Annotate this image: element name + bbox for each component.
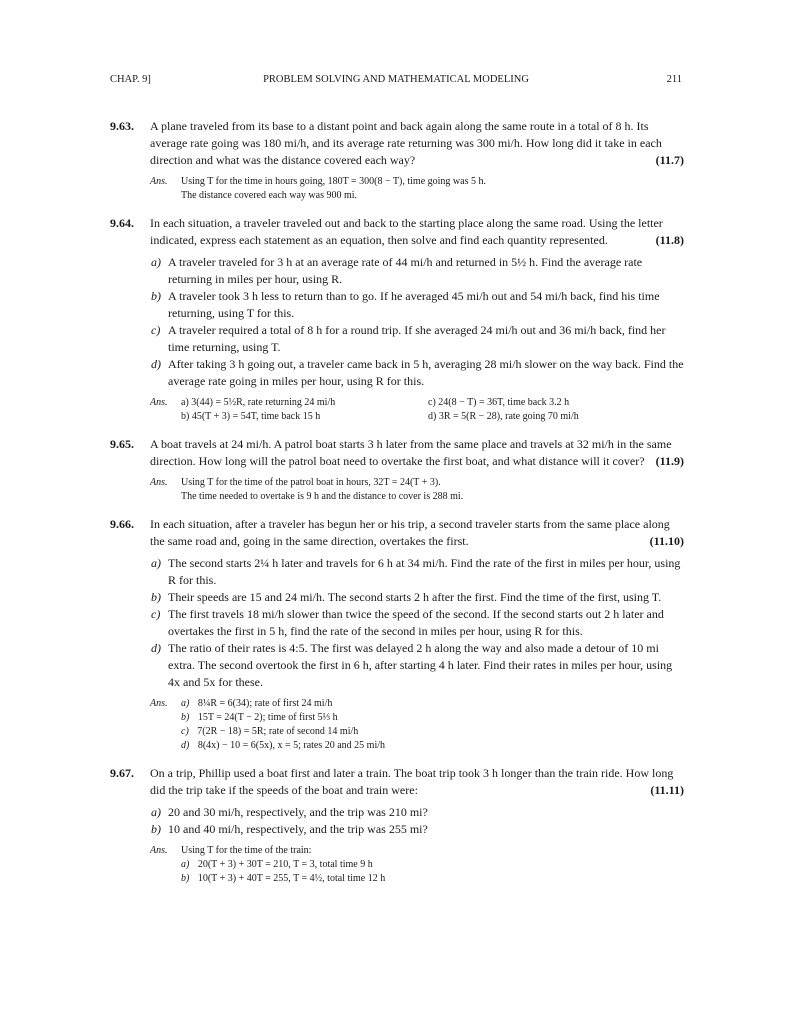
chapter-title: PROBLEM SOLVING AND MATHEMATICAL MODELING (263, 74, 529, 85)
problem-part (151, 606, 684, 640)
answer-part-label: a) (181, 397, 189, 408)
part-label: a) (151, 805, 161, 819)
part-text: A traveler required a total of 8 h for a round trip. If she averaged 24 mi/h out and 36 mi/h back, find her time returning, using T. (168, 323, 666, 354)
answer-line: Using T for the time of the patrol boat in hours, 32T = 24(T + 3). (181, 477, 441, 488)
problem-9-65 (110, 436, 684, 504)
answer-block (150, 697, 684, 753)
problem-9-67 (110, 765, 684, 886)
page-header (110, 74, 682, 90)
answer-part-text: 8(4x) − 10 = 6(5x), x = 5; rates 20 and 25 mi/h (197, 740, 386, 751)
page-number: 211 (666, 74, 682, 85)
answer-line: Using T for the time in hours going, 180T = 300(8 − T), time going was 5 h. (181, 176, 486, 187)
problem-part (151, 254, 684, 288)
part-label: c) (151, 323, 161, 337)
answer-part-text: 15T = 24(T − 2); time of first 5⅓ h (197, 712, 338, 723)
answer-part-label: a) (181, 859, 190, 870)
section-reference: (11.9) (655, 454, 684, 468)
part-label: c) (151, 607, 161, 621)
problem-9-64 (110, 215, 684, 424)
answer-part-label: c) (181, 726, 189, 737)
part-text: Their speeds are 15 and 24 mi/h. The second starts 2 h after the first. Find the time of the first, using T. (168, 590, 662, 604)
answer-label: Ans. (150, 397, 168, 408)
answer-line: The distance covered each way was 900 mi. (181, 190, 358, 201)
answer-part-text: 7(2R − 18) = 5R; rate of second 14 mi/h (197, 726, 359, 737)
answer-label: Ans. (150, 845, 168, 856)
answer-part-label: b) (181, 411, 190, 422)
problem-9-66 (110, 516, 684, 753)
answer-part-text: 10(T + 3) + 40T = 255, T = 4½, total time 12 h (197, 873, 386, 884)
answer-part-label: d) (181, 740, 190, 751)
answer-line (181, 711, 684, 725)
problem-part (151, 589, 684, 606)
part-text: After taking 3 h going out, a traveler came back in 5 h, averaging 28 mi/h slower on the way back. Find the average rate going in miles per hour, using R for this. (168, 357, 684, 388)
answer-part-text: 20(T + 3) + 30T = 210, T = 3, total time 9 h (197, 859, 373, 870)
part-label: a) (151, 556, 161, 570)
part-text: A traveler took 3 h less to return than to go. If he averaged 45 mi/h out and 54 mi/h back, find his time returning, using T for this. (168, 289, 660, 320)
answer-label: Ans. (150, 176, 168, 187)
answer-part-label: d) (428, 411, 437, 422)
answer-row (181, 410, 684, 424)
answer-part-text: 24(8 − T) = 36T, time back 3.2 h (438, 397, 570, 408)
part-label: b) (151, 289, 161, 303)
answer-block (150, 396, 684, 424)
section-reference: (11.7) (655, 153, 684, 167)
problem-number: 9.67. (110, 766, 134, 780)
part-label: a) (151, 255, 161, 269)
part-label: b) (151, 822, 161, 836)
part-text: 10 and 40 mi/h, respectively, and the trip was 255 mi? (168, 822, 428, 836)
answer-line (181, 725, 684, 739)
answer-part-label: b) (181, 712, 190, 723)
problem-part (151, 804, 684, 821)
answer-line (181, 697, 684, 711)
answer-intro: Using T for the time of the train: (181, 845, 312, 856)
problem-part (151, 356, 684, 390)
answer-label: Ans. (150, 698, 168, 709)
answer-part-text: 45(T + 3) = 54T, time back 15 h (191, 411, 321, 422)
part-text: The first travels 18 mi/h slower than twice the speed of the second. If the second starts out 2 h later and overtakes the first in 5 h, find the rate of the second in miles per hour, using R for this. (168, 607, 664, 638)
part-label: b) (151, 590, 161, 604)
answer-line (181, 739, 684, 753)
section-reference: (11.11) (650, 783, 684, 797)
part-text: A traveler traveled for 3 h at an average rate of 44 mi/h and returned in 5½ h. Find the average rate returning in miles per hour, using R. (168, 255, 643, 286)
problem-part (151, 555, 684, 589)
problem-9-63 (110, 118, 684, 203)
answer-part-text: 3R = 5(R − 28), rate going 70 mi/h (438, 411, 579, 422)
problem-number: 9.65. (110, 437, 134, 451)
part-label: d) (151, 641, 161, 655)
problem-list (110, 118, 684, 886)
answer-block (150, 175, 684, 203)
answer-label: Ans. (150, 477, 168, 488)
problem-text: In each situation, after a traveler has begun her or his trip, a second traveler starts from the same place along the same road and, going in the same direction, overtakes the first. (11.10) (150, 517, 684, 548)
problem-part (151, 821, 684, 838)
problem-number: 9.64. (110, 216, 134, 230)
answer-line (181, 858, 684, 872)
answer-part-label: b) (181, 873, 190, 884)
answer-line: The time needed to overtake is 9 h and the distance to cover is 288 mi. (181, 491, 464, 502)
answer-line (181, 872, 684, 886)
problem-part (151, 288, 684, 322)
answer-block (150, 476, 684, 504)
answer-part-text: 8¼R = 6(34); rate of first 24 mi/h (197, 698, 333, 709)
problem-part (151, 640, 684, 691)
chapter-label: CHAP. 9] (110, 74, 151, 85)
part-text: The second starts 2¼ h later and travels for 6 h at 34 mi/h. Find the rate of the first in miles per hour, using R for this. (168, 556, 681, 587)
part-label: d) (151, 357, 161, 371)
problem-part (151, 322, 684, 356)
answer-part-label: c) (428, 397, 436, 408)
part-text: The ratio of their rates is 4:5. The first was delayed 2 h along the way and also made a detour of 10 mi extra. The second overtook the first in 6 h, after starting 4 h later. Find their rates in miles per hour, using 4x and 5x for these. (168, 641, 673, 689)
answer-part-label: a) (181, 698, 190, 709)
answer-block (150, 844, 684, 886)
problem-text: On a trip, Phillip used a boat first and later a train. The boat trip took 3 h longer than the train ride. How long did the trip take if the speeds of the boat and train were: (11.11) (150, 766, 684, 797)
problem-number: 9.63. (110, 119, 134, 133)
section-reference: (11.8) (655, 233, 684, 247)
answer-row (181, 396, 684, 410)
problem-text: A plane traveled from its base to a distant point and back again along the same route in a total of 8 h. Its average rate going was 180 mi/h, and its average rate returning was 300 mi/h. How long did it take in each direction and what was the distance covered each way? (11.7) (150, 119, 684, 167)
answer-part-text: 3(44) = 5½R, rate returning 24 mi/h (191, 397, 336, 408)
section-reference: (11.10) (649, 534, 684, 548)
problem-text: A boat travels at 24 mi/h. A patrol boat starts 3 h later from the same place and travels at 32 mi/h in the same direction. How long will the patrol boat need to overtake the first boat, and what distance will it cover? (11.9) (150, 437, 684, 468)
problem-text: In each situation, a traveler traveled out and back to the starting place along the same road. Using the letter indicated, express each statement as an equation, then solve and find each quantity represented. (11.8) (150, 216, 684, 247)
problem-number: 9.66. (110, 517, 134, 531)
part-text: 20 and 30 mi/h, respectively, and the trip was 210 mi? (168, 805, 428, 819)
